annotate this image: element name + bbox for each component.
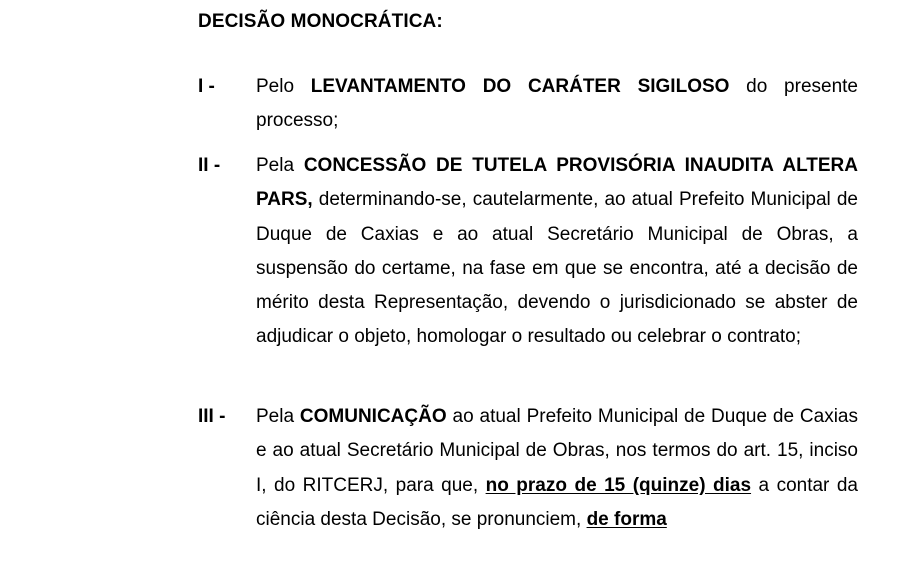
item-text: [256, 149, 858, 355]
text-run: do presente processo;: [256, 76, 858, 132]
item-marker: II -: [198, 155, 221, 176]
text-run: determinando-se, cautelarmente, ao atual Prefeito Municipal de Duque de Caxias e ao atual Secretário Municipal de Obras, a suspensão do certame, na fase em que se encontra, até a decisão de mérito desta Representação, devendo o jurisdicionado se abster de adjudicar o objeto, homologar o resultado ou celebrar o contrato;: [256, 189, 858, 348]
text-run: a contar da ciência desta Decisão, se pronunciem,: [256, 474, 858, 530]
text-run: ao atual Prefeito Municipal de Duque de Caxias e ao atual Secretário Municipal de Obras, nos termos do art. 15, inciso I, do RITCERJ, para que,: [256, 406, 858, 496]
text-run: Pela: [256, 155, 304, 176]
item-marker: III -: [198, 406, 226, 427]
item-text: [256, 70, 858, 139]
item-text: [256, 400, 858, 537]
emphasized-text: CONCESSÃO DE TUTELA PROVISÓRIA INAUDITA ALTERA PARS,: [256, 155, 858, 211]
text-run: Pela: [256, 406, 300, 427]
text-run: Pelo: [256, 76, 311, 97]
item-marker: I -: [198, 76, 215, 97]
emphasized-text: COMUNICAÇÃO: [299, 406, 447, 427]
decision-title: DECISÃO MONOCRÁTICA:: [198, 11, 443, 32]
emphasized-text: LEVANTAMENTO DO CARÁTER SIGILOSO: [310, 76, 730, 97]
emphasized-text: de forma: [586, 508, 667, 530]
emphasized-text: no prazo de 15 (quinze) dias: [485, 474, 752, 496]
